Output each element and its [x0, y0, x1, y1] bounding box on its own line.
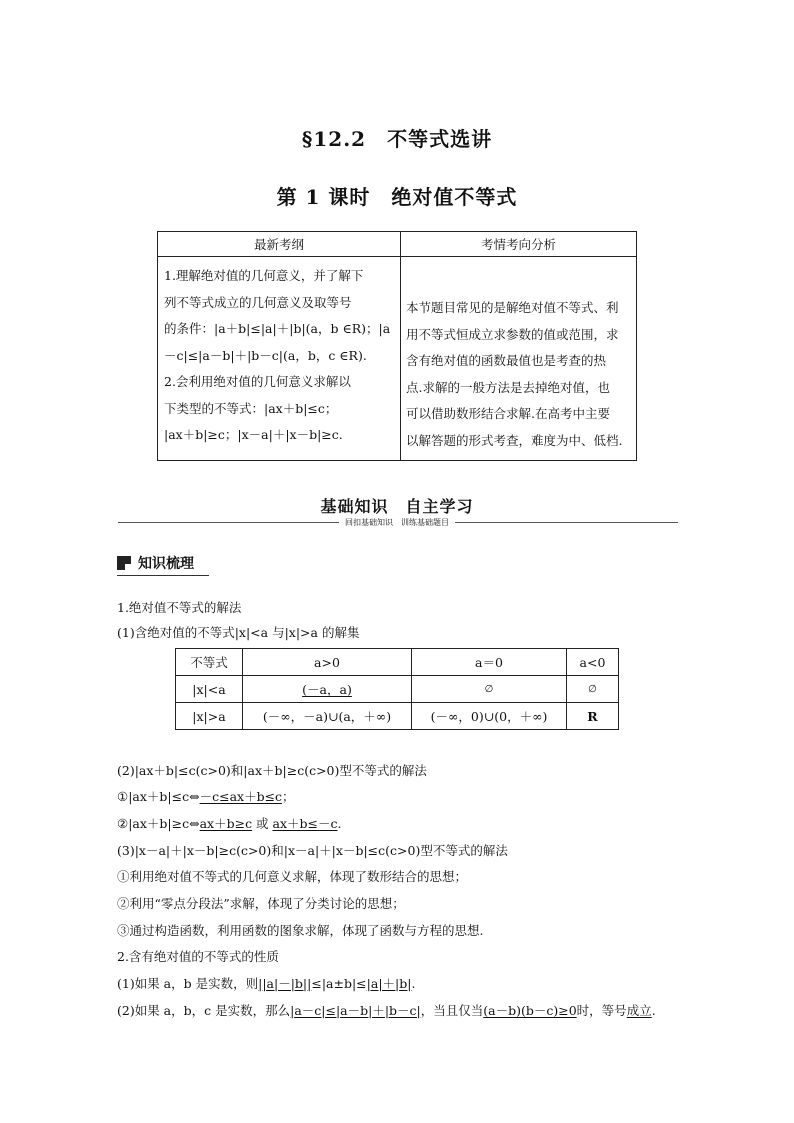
rule-ge: [117, 814, 342, 832]
req-analysis-line: 可以借助数形结合求解.在高考中主要: [406, 406, 610, 421]
rule-le-text: ①|ax＋b|≤c⇔: [117, 789, 200, 804]
solution-set-table: [175, 648, 619, 730]
req-analysis-line: 以解答题的形式考查，难度为中、低档.: [406, 432, 623, 448]
heading-solve: 1.绝对值不等式的解法: [117, 600, 242, 615]
req-syllabus-line: 1.理解绝对值的几何意义，并了解下: [164, 268, 364, 283]
knowledge-square-icon: [117, 556, 131, 570]
property-1-mid: ≤|a±b|≤: [311, 976, 367, 991]
req-syllabus-cell: [158, 257, 401, 461]
property-2-mid: ，当且仅当: [420, 1003, 484, 1018]
rule-le-answer: －c≤ax＋b≤c: [199, 789, 283, 804]
req-syllabus-line: 列不等式成立的几何意义及取等号: [164, 294, 352, 310]
property-1-answer1: ||a|－|b||: [258, 976, 312, 991]
section-banner-title: 基础知识 自主学习: [320, 497, 474, 516]
knowledge-title: 知识梳理: [138, 556, 194, 572]
req-header-syllabus: 最新考纲: [158, 232, 401, 257]
rule-ge-answer1: ax＋b≥c: [199, 816, 253, 831]
rule-ge-text: ②|ax＋b|≥c⇔: [117, 816, 200, 831]
req-analysis-line: 点.求解的一般方法是去掉绝对值，也: [406, 379, 610, 395]
req-analysis-line: 含有绝对值的函数最值也是考查的热: [406, 353, 607, 368]
req-header-analysis: 考情考向分析: [401, 232, 637, 257]
subheading-type2: (2)|ax＋b|≤c(c>0)和|ax＋b|≥c(c>0)型不等式的解法: [117, 763, 427, 778]
property-2-text: (2)如果 a，b，c 是实数，那么: [117, 1003, 291, 1018]
sol-header-cell: a>0: [243, 649, 412, 676]
property-2: [117, 1001, 656, 1019]
table-row: [176, 703, 619, 730]
rule-ge-punct: .: [337, 816, 342, 831]
sol-header-cell: 不等式: [176, 649, 243, 676]
property-2-answer3: 成立: [626, 1003, 652, 1018]
section-title: §12.2 不等式选讲: [301, 127, 493, 151]
sol-cell: ∅: [412, 676, 567, 703]
sol-cell: [243, 676, 412, 703]
sol-cell: (－∞，－a)∪(a，＋∞): [243, 703, 412, 730]
req-analysis-cell: [401, 257, 637, 461]
section-banner-subtitle: 回扣基础知识 训练基础题目: [339, 518, 455, 527]
rule-le: [117, 787, 295, 805]
rule-ge-answer2: ax＋b≤－c: [272, 816, 338, 831]
subheading-solution-set: (1)含绝对值的不等式|x|<a 与|x|>a 的解集: [117, 625, 360, 640]
property-1-punct: .: [411, 976, 416, 991]
property-2-mid2: 时，等号: [576, 1003, 627, 1018]
method-2: ②利用“零点分段法”求解，体现了分类讨论的思想；: [117, 896, 405, 911]
req-syllabus-line: |ax＋b|≥c；|x－a|＋|x－b|≥c.: [164, 427, 343, 442]
lesson-title: 第 1 课时 绝对值不等式: [276, 185, 518, 209]
req-analysis-line: 用不等式恒成立求参数的值或范围，求: [406, 326, 619, 342]
sol-header-cell: a<0: [567, 649, 619, 676]
property-1-text: (1)如果 a，b 是实数，则: [117, 976, 259, 991]
sol-header-cell: a＝0: [412, 649, 567, 676]
sol-cell: |x|>a: [176, 703, 243, 730]
property-2-punct: .: [651, 1003, 656, 1018]
knowledge-title-underline: [117, 575, 209, 576]
subheading-type3: (3)|x－a|＋|x－b|≥c(c>0)和|x－a|＋|x－b|≤c(c>0)型不等式的解法: [117, 843, 508, 858]
req-syllabus-line: －c|≤|a－b|＋|b－c|(a，b，c ∈R).: [164, 347, 367, 363]
req-syllabus-line: 2.会利用绝对值的几何意义求解以: [164, 374, 351, 389]
sol-cell-answer: (－a，a): [302, 682, 352, 697]
heading-properties: 2.含有绝对值的不等式的性质: [117, 949, 279, 964]
method-3: ③通过构造函数，利用函数的图象求解，体现了函数与方程的思想.: [117, 923, 484, 938]
property-1-answer2: |a|＋|b|: [366, 976, 412, 991]
req-syllabus-line: 的条件：|a＋b|≤|a|＋|b|(a，b ∈R)；|a: [164, 321, 391, 336]
rule-ge-or: 或: [252, 816, 273, 831]
method-1: ①利用绝对值不等式的几何意义求解，体现了数形结合的思想；: [117, 869, 468, 884]
requirements-table: [157, 231, 637, 461]
rule-le-punct: ；: [282, 789, 295, 804]
sol-cell: ∅: [567, 676, 619, 703]
req-syllabus-line: 下类型的不等式：|ax＋b|≤c；: [164, 400, 338, 416]
property-2-answer1: |a－c|≤|a－b|＋|b－c|: [290, 1003, 421, 1018]
property-2-answer2: (a－b)(b－c)≥0: [483, 1003, 577, 1018]
property-1: [117, 974, 415, 992]
sol-cell: R: [567, 703, 619, 730]
section-banner-subtitle-wrap: [0, 517, 794, 528]
req-analysis-line: 本节题目常见的是解绝对值不等式、利: [406, 300, 619, 315]
sol-cell: |x|<a: [176, 676, 243, 703]
table-row: [176, 676, 619, 703]
sol-cell: (－∞，0)∪(0，＋∞): [412, 703, 567, 730]
